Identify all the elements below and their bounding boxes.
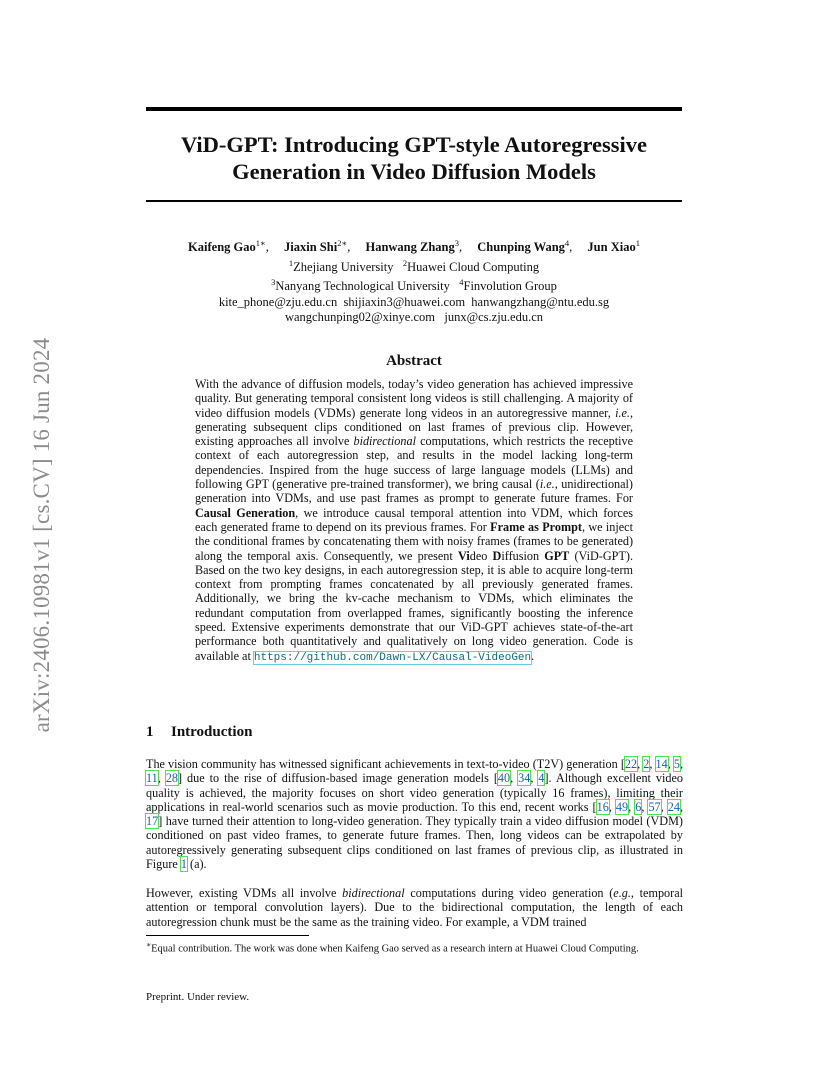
abstract-body (195, 377, 633, 665)
footnote (146, 938, 683, 956)
author-name: Jun Xiao (587, 240, 636, 255)
affiliation-mark: 3 (271, 277, 276, 288)
title-bottom-rule (146, 200, 682, 202)
abstract-text: , we introduce causal temporal attention into VDM, which forces each generated frame to depend on its previous frames. For (195, 505, 633, 534)
affiliation: Finvolution Group (463, 279, 557, 294)
abstract-bold: Causal Generation (195, 505, 296, 520)
body-text: However, existing VDMs all involve (146, 886, 343, 900)
citation-separator: , (608, 799, 616, 814)
affiliation: Nanyang Technological University (275, 279, 450, 294)
citation-link[interactable]: 57 (648, 799, 661, 814)
preprint-note: Preprint. Under review. (146, 991, 250, 1003)
citation-link[interactable]: 17 (146, 814, 159, 829)
section-number: 1 (146, 724, 154, 740)
abstract-bold: GPT (544, 548, 570, 563)
citation-link[interactable]: 22 (624, 757, 638, 771)
abstract-italic: i.e. (539, 477, 555, 492)
title-line-1: ViD-GPT: Introducing GPT-style Autoregressive (180, 132, 648, 157)
body-italic: e.g. (613, 886, 631, 900)
author-name: Kaifeng Gao (188, 240, 256, 255)
citation-link[interactable]: 2 (643, 757, 650, 771)
citation-link[interactable]: 40 (497, 771, 511, 786)
citation-link[interactable]: 16 (596, 799, 609, 814)
author-mark: 2∗ (337, 238, 348, 248)
email-line-1: kite_phone@zju.edu.cn shijiaxin3@huawei.com hanwangzhang@ntu.edu.sg (218, 294, 610, 309)
intro-paragraph-1 (146, 757, 683, 871)
abstract-bold: D (492, 548, 502, 563)
citation-separator: , (637, 757, 644, 771)
abstract-text: iffusion (501, 548, 545, 563)
footnote-text: Equal contribution. The work was done when Kaifeng Gao served as a research intern at Huawei Cloud Computing. (151, 943, 639, 955)
affiliation: Zhejiang University (293, 259, 394, 274)
abstract-text: , generating subsequent clips conditioned on last frames of previous clip. However, existing approaches all involve (195, 405, 633, 449)
section-title: Introduction (171, 724, 253, 740)
citation-link[interactable]: 6 (635, 799, 642, 814)
author-name: Chunping Wang (477, 240, 565, 255)
arxiv-stamp (30, 275, 54, 795)
paper-title (146, 131, 682, 185)
citation-link[interactable]: 11 (146, 771, 158, 786)
abstract-text: deo (469, 548, 493, 563)
abstract-text: , unidirectional) generation into VDMs, and use past frames as prompt to generate future frames. For (195, 477, 633, 506)
affiliation-mark: 2 (402, 257, 408, 268)
citation-separator: , (679, 757, 683, 771)
code-url-link[interactable]: https://github.com/Dawn-LX/Causal-VideoGen (253, 651, 532, 664)
figure-link[interactable]: 1 (180, 857, 187, 872)
citation-separator: , (628, 799, 636, 814)
abstract-bold: Vi (457, 548, 470, 563)
author-mark: 1∗ (255, 238, 266, 248)
author-names: Kaifeng Gao$^{1∗}$, Jiaxin Shi$^{2∗}$, Hanwang Zhang$^3$, Chunping Wang$^4$, Jun Xiao$^1$ (188, 238, 640, 255)
citation-separator: , (679, 799, 683, 814)
citation-link[interactable]: 4 (538, 771, 545, 786)
citation-link[interactable]: 49 (615, 799, 629, 814)
author-mark: 4 (564, 238, 570, 248)
abstract-italic: i.e. (615, 405, 630, 420)
abstract-bold: Frame as Prompt (490, 519, 582, 534)
section-heading (146, 724, 252, 741)
citation-separator: , (510, 771, 519, 786)
body-text: ]. Although excellent video quality is achieved, the majority focuses on short video generation (typically 16 frames), limiting their applications in real-world scenarios such as movie production. To this end, recent works [ (146, 771, 684, 814)
body-text: ] have turned their attention to long-video generation. They typically train a video diffusion model (VDM) conditioned on past video frames, to generate future frames. Then, long videos can be extrapolated by autoregressively generating subsequent clips conditioned on last frames of previous clip, as illustrated in Figure (146, 814, 683, 872)
citation-link[interactable]: 14 (655, 757, 668, 771)
citation-separator: , (157, 771, 166, 786)
body-text: The vision community has witnessed significant achievements in text-to-video (T2V) generation [ (146, 757, 625, 771)
citation-link[interactable]: 24 (667, 799, 680, 814)
affiliation-mark: 1 (288, 257, 294, 268)
abstract-text: With the advance of diffusion models, today’s video generation has achieved impressive quality. But generating temporal consistent long videos is still challenging. A majority of video diffusion models (VDMs) generate long videos in an autoregressive manner, (195, 377, 633, 420)
abstract-text: computations, which restricts the receptive context of each autoregression step, and results in the model lacking long-term dependencies. Inspired from the huge success of large language models (LLMs) and following GPT (generative pre-trained transformer), we bring causal ( (195, 434, 633, 492)
author-mark: 1 (635, 238, 640, 248)
affiliation-mark: 4 (459, 277, 464, 288)
author-name: Hanwang Zhang (365, 240, 455, 255)
citation-link[interactable]: 5 (673, 757, 680, 771)
email-line-2: wangchunping02@xinye.com junx@cs.zju.edu.cn (284, 310, 544, 325)
affiliation-line-1 (146, 256, 682, 276)
citation-link[interactable]: 28 (165, 771, 178, 786)
footnote-mark: ∗ (146, 940, 152, 949)
arxiv-stamp-text: arXiv:2406.10981v1 [cs.CV] 16 Jun 2024 (29, 337, 54, 733)
title-top-rule (146, 107, 682, 111)
affiliation-line-2 (146, 275, 682, 295)
author-name: Jiaxin Shi (284, 240, 338, 255)
abstract-text: , we inject the conditional frames by concatenating them with noisy frames (frames to be generated) along the temporal axis. Consequently, we present (195, 519, 633, 563)
citation-separator: , (667, 757, 674, 771)
author-block (146, 236, 682, 326)
citation-separator: , (649, 757, 656, 771)
footnote-rule (146, 935, 309, 936)
abstract-heading: Abstract (386, 353, 442, 369)
citation-separator: , (641, 799, 649, 814)
body-italic: bidirectional (342, 886, 405, 900)
citation-separator: , (530, 771, 539, 786)
citation-group (498, 771, 545, 785)
citation-link[interactable]: 34 (518, 771, 531, 786)
body-text: (a). (186, 857, 207, 872)
abstract-text: . (531, 648, 535, 663)
title-line-2: Generation in Video Diffusion Models (232, 159, 596, 184)
abstract-italic: bidirectional (353, 434, 416, 449)
citation-separator: , (660, 799, 668, 814)
affiliation: Huawei Cloud Computing (407, 259, 540, 274)
body-text: , temporal attention or temporal convolution layers). Due to the bidirectional computation, the length of each autoregression chunk must be the same as the training video. For example, a VDM trained (146, 886, 683, 929)
body-text: computations during video generation ( (404, 886, 614, 900)
body-text: ] due to the rise of diffusion-based image generation models [ (178, 771, 498, 786)
author-mark: 3 (454, 238, 459, 248)
intro-paragraph-2 (146, 886, 683, 929)
abstract-text: (ViD-GPT). Based on the two key designs, in each autoregression step, it is able to acquire long-term context from prompting frames concatenated by all previously generated frames. Additionally, we bring the kv-cache mechanism to VDMs, which eliminates the redundant computation from overlapped frames, significantly boosting the inference speed. Extensive experiments demonstrate that our ViD-GPT achieves state-of-the-art performance both quantitatively and qualitatively on long video generation. Code is available at (195, 548, 633, 663)
